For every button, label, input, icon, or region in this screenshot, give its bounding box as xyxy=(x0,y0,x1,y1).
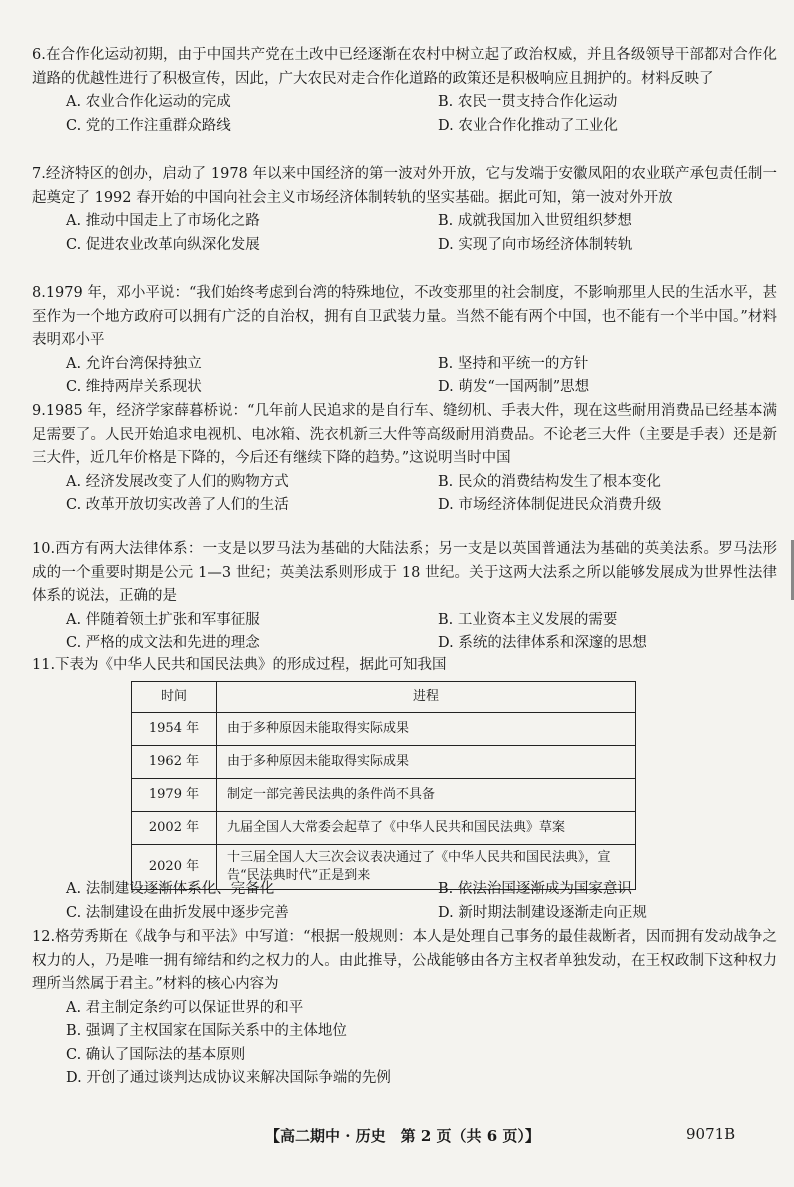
question-stem: 10.西方有两大法律体系：一支是以罗马法为基础的大陆法系；另一支是以英国普通法为基础的英美法系。罗马法形成的一个重要时期是公元 1—3 世纪；英美法系则形成于 18 世纪。关于这两大法系之所以能够发展成为世界性法律体系的说法，正确的是 xyxy=(32,541,777,604)
table-row xyxy=(132,779,636,812)
question-6 xyxy=(32,44,777,138)
option-c: C. 确认了国际法的基本原则 xyxy=(66,1046,246,1063)
row-year: 2002 年 xyxy=(132,812,217,845)
footer-title: 【高二期中 · 历史 第 2 页（共 6 页）】 xyxy=(265,1127,540,1145)
question-stem: 6.在合作化运动初期，由于中国共产党在土改中已经逐渐在农村中树立起了政治权威，并且各级领导干部都对合作化道路的优越性进行了积极宣传，因此，广大农民对走合作化道路的政策还是积极响应且拥护的。材料反映了 xyxy=(32,47,777,87)
civil-code-table xyxy=(131,681,636,890)
question-stem: 9.1985 年，经济学家薛暮桥说：“几年前人民追求的是自行车、缝纫机、手表大件，现在这些耐用消费品已经基本满足需要了。人民开始追求电视机、电冰箱、洗衣机新三大件等高级耐用消费品。不论老三大件（主要是手表）还是新三大件，近几年价格是下降的，今后还有继续下降的趋势。”这说明当时中国 xyxy=(32,403,777,466)
options-list xyxy=(32,997,777,1091)
row-desc: 九届全国人大常委会起草了《中华人民共和国民法典》草案 xyxy=(217,812,636,845)
option-b: B. 工业资本主义发展的需要 xyxy=(438,611,618,628)
row-desc: 由于多种原因未能取得实际成果 xyxy=(217,746,636,779)
option-c: C. 法制建设在曲折发展中逐步完善 xyxy=(66,904,289,921)
row-year: 1962 年 xyxy=(132,746,217,779)
options-grid xyxy=(32,609,777,656)
column-header-time: 时间 xyxy=(132,682,217,713)
option-c: C. 改革开放切实改善了人们的生活 xyxy=(66,497,289,513)
row-year: 2020 年 xyxy=(132,845,217,890)
history-table xyxy=(131,681,636,890)
column-header-process: 进程 xyxy=(217,682,636,713)
row-desc: 制定一部完善民法典的条件尚不具备 xyxy=(217,779,636,812)
option-b: B. 农民一贯支持合作化运动 xyxy=(438,94,618,110)
option-a: A. 允许台湾保持独立 xyxy=(66,355,202,372)
option-d: D. 农业合作化推动了工业化 xyxy=(438,117,618,134)
option-d: D. 开创了通过谈判达成协议来解决国际争端的先例 xyxy=(66,1070,391,1086)
option-a: A. 君主制定条约可以保证世界的和平 xyxy=(66,999,304,1016)
option-a: A. 推动中国走上了市场化之路 xyxy=(66,213,260,229)
option-a: A. 法制建设逐渐体系化、完备化 xyxy=(66,881,275,897)
option-b: B. 民众的消费结构发生了根本变化 xyxy=(438,473,661,490)
question-stem: 11.下表为《中华人民共和国民法典》的形成过程，据此可知我国 xyxy=(32,657,447,673)
table-row xyxy=(132,812,636,845)
options-grid xyxy=(32,471,777,518)
table-row xyxy=(132,746,636,779)
question-stem: 7.经济特区的创办，启动了 1978 年以来中国经济的第一波对外开放，它与发端于安徽凤阳的农业联产承包责任制一起奠定了 1992 春开始的中国向社会主义市场经济体制转轨的坚实基础。据此可知，第一波对外开放 xyxy=(32,166,777,206)
question-11-options xyxy=(32,878,777,925)
options-grid xyxy=(32,878,777,925)
option-c: C. 促进农业改革向纵深化发展 xyxy=(66,236,260,253)
question-11 xyxy=(32,654,777,678)
row-desc: 由于多种原因未能取得实际成果 xyxy=(217,713,636,746)
table-row xyxy=(132,713,636,746)
options-grid xyxy=(32,91,777,138)
option-c: C. 党的工作注重群众路线 xyxy=(66,117,231,134)
question-10 xyxy=(32,538,777,656)
paper-code: 9071B xyxy=(686,1125,736,1143)
option-d: D. 市场经济体制促进民众消费升级 xyxy=(438,497,662,513)
option-b: B. 成就我国加入世贸组织梦想 xyxy=(438,213,632,229)
option-a: A. 经济发展改变了人们的购物方式 xyxy=(66,473,289,490)
option-b: B. 依法治国逐渐成为国家意识 xyxy=(438,881,632,897)
row-desc: 十三届全国人大三次会议表决通过了《中华人民共和国民法典》，宣告“民法典时代”正是到来 xyxy=(217,845,636,890)
options-grid xyxy=(32,210,777,257)
table-header-row xyxy=(132,682,636,713)
option-b: B. 坚持和平统一的方针 xyxy=(438,355,589,372)
option-d: D. 系统的法律体系和深邃的思想 xyxy=(438,635,647,651)
row-year: 1954 年 xyxy=(132,713,217,746)
options-grid xyxy=(32,353,777,400)
question-12 xyxy=(32,926,777,1091)
option-b: B. 强调了主权国家在国际关系中的主体地位 xyxy=(66,1023,347,1039)
question-stem: 12.格劳秀斯在《战争与和平法》中写道：“根据一般规则：本人是处理自己事务的最佳裁断者，因而拥有发动战争之权力的人，乃是唯一拥有缔结和约之权力的人。由此推导，公战能够由各方主权者单独发动，在王权政制下这种权力理所当然属于君主。”材料的核心内容为 xyxy=(32,929,777,992)
option-a: A. 伴随着领土扩张和军事征服 xyxy=(66,611,260,628)
option-c: C. 维持两岸关系现状 xyxy=(66,379,202,395)
option-c: C. 严格的成文法和先进的理念 xyxy=(66,635,260,651)
question-8 xyxy=(32,282,777,400)
row-year: 1979 年 xyxy=(132,779,217,812)
question-9 xyxy=(32,400,777,518)
option-d: D. 萌发“一国两制”思想 xyxy=(438,379,590,395)
option-d: D. 新时期法制建设逐渐走向正规 xyxy=(438,904,647,921)
question-stem: 8.1979 年，邓小平说：“我们始终考虑到台湾的特殊地位，不改变那里的社会制度，不影响那里人民的生活水平，甚至作为一个地方政府可以拥有广泛的自治权，拥有自卫武装力量。当然不能有两个中国，也不能有一个半中国。”材料表明邓小平 xyxy=(32,285,777,348)
question-7 xyxy=(32,163,777,257)
option-a: A. 农业合作化运动的完成 xyxy=(66,94,231,110)
option-d: D. 实现了向市场经济体制转轨 xyxy=(438,236,633,253)
